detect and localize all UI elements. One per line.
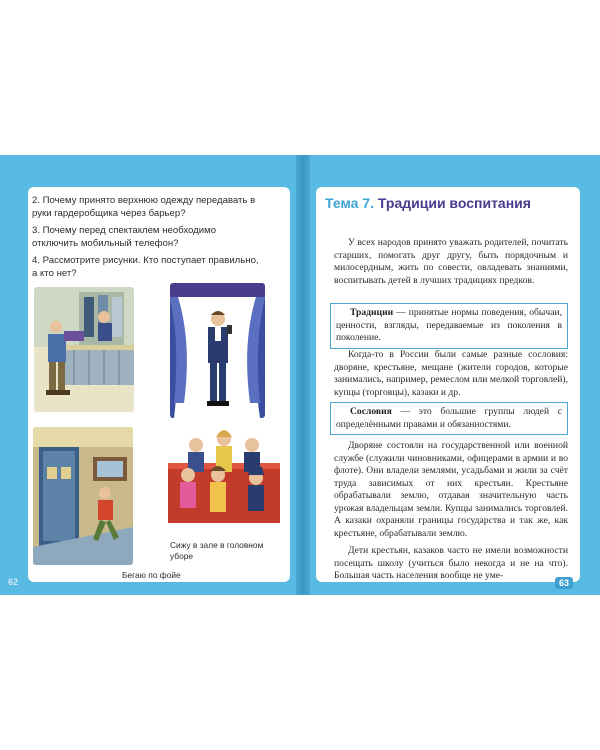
topic-name: Традиции воспитания xyxy=(377,195,531,211)
audience-illustration xyxy=(168,423,280,533)
children-paragraph: Дети крестьян, казаков часто не имели возможности посещать школу (учиться было некогда и не на что). Большая часть населения вообще не уме- xyxy=(334,545,568,581)
question-2: 2. Почему принято верхнюю одежду передавать в руки гардеробщика через барьер? xyxy=(32,195,256,219)
question-3: 3. Почему перед спектаклем необходимо отключить мобильный телефон? xyxy=(32,225,217,249)
estates-paragraph: Когда-то в России были самые разные сословия: дворяне, крестьяне, мещане (жители городов, которые занимались, например, ремеслом или мелкой торговлей), купцы (торговцы), казаки и др. xyxy=(334,349,568,398)
definition-estates xyxy=(330,402,568,435)
definition-traditions xyxy=(330,303,568,349)
nobles-paragraph: Дворяне состояли на государственной или военной службе (служили чиновниками, офицерами в армии и во флоте). Они владели землями, усадьбами и жили за счёт труда зависимых от них крестьян. Крестьяне обрабатывали землю, отдавая значительную часть урожая владельцам земли. Купцы занимались торговлей. А казаки охраняли границы государства и так же, как крестьяне, обрабатывали землю. xyxy=(334,440,568,539)
definition-text: — принятые нормы поведения, обычаи, ценности, взгляды, передаваемые из поколения в поколение. xyxy=(336,307,562,343)
definition-term: Традиции xyxy=(350,307,394,318)
foyer-illustration xyxy=(33,427,133,565)
page-number-right: 63 xyxy=(555,577,573,589)
question-4: 4. Рассмотрите рисунки. Кто поступает правильно, а кто нет? xyxy=(32,255,259,279)
phone-illustration xyxy=(170,283,265,418)
topic-label: Тема 7. xyxy=(325,195,374,211)
page-number-left: 62 xyxy=(8,577,19,587)
definition-text: — это большие группы людей с определёнными правами и обязанностями. xyxy=(336,406,562,430)
book-gutter xyxy=(296,155,310,595)
intro-paragraph: У всех народов принято уважать родителей, почитать старших, помогать друг другу, быть порядочным и милосердным, жить по совести, овладевать знаниями, воспитывать детей в лучших традициях предков. xyxy=(334,237,568,286)
caption-run: Бегаю по фойе xyxy=(122,570,181,580)
textbook-spread xyxy=(0,155,600,595)
topic-title xyxy=(325,195,531,211)
definition-term: Сословия xyxy=(350,406,392,417)
cloakroom-illustration xyxy=(34,287,134,412)
caption-hat: Сижу в зале в головном уборе xyxy=(170,540,264,561)
